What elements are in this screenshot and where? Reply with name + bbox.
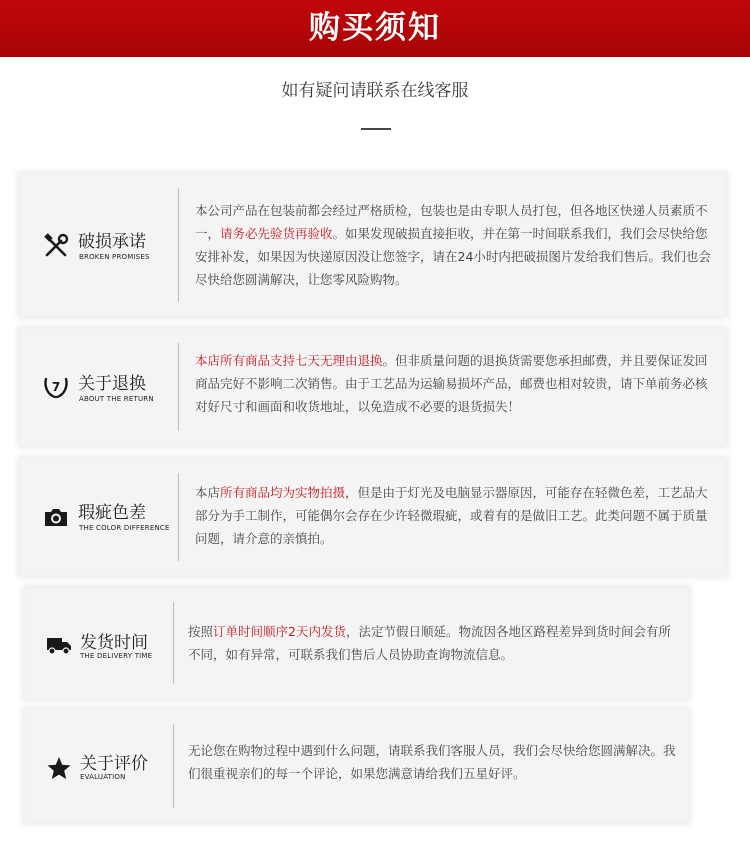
page-title: 购买须知: [309, 10, 441, 46]
section-body: [195, 349, 715, 418]
body-text: 无论您在购物过程中遇到什么问题，请联系我们客服人员，我们会尽快给您圆满解决。我们很重视亲们的每一个评论，如果您满意请给我们五星好评。: [188, 743, 676, 781]
section-body: [188, 620, 678, 666]
header-banner: [0, 0, 750, 57]
section-divider: [178, 343, 179, 431]
section-subtitle: EVALUATION: [80, 773, 126, 781]
return-icon: [42, 373, 70, 401]
section-subtitle: ABOUT THE RETURN: [79, 395, 154, 403]
section-title: 关于退换: [78, 374, 146, 394]
section-card-return: [20, 329, 726, 445]
section-card-evaluation: [25, 710, 688, 822]
section-card-color-difference: [20, 459, 726, 575]
section-title: 瑕疵色差: [78, 503, 146, 523]
section-title: 发货时间: [80, 633, 148, 653]
section-subtitle: BROKEN PROMISES: [79, 253, 150, 261]
body-text: 本店: [195, 485, 221, 500]
body-text: ，法定节假日顺延。物流因各地区路程差异到货时间会有所不同，如有异常，可联系我们售后人员协助查询物流信息。: [188, 624, 671, 662]
tools-icon: [42, 232, 70, 260]
section-divider: [173, 602, 174, 684]
body-text: ，但是由于灯光及电脑显示器原因，可能存在轻微色差，工艺品大部分为手工制作，可能偶尔会存在少许轻微瑕疵，或着有的是做旧工艺。此类问题不属于质量问题，请介意的亲慎拍。: [195, 485, 708, 546]
section-body: [195, 199, 715, 291]
section-title: 破损承诺: [78, 232, 146, 252]
body-text: 本公司产品在包装前都会经过严格质检，包装也是由专职人员打包，但各地区快递人员素质不一，: [195, 203, 708, 241]
title-divider: [361, 128, 391, 130]
body-highlight: 本店所有商品支持七天无理由退换: [195, 353, 383, 368]
body-highlight: 订单时间顺序2天内发货: [213, 624, 346, 639]
body-text: 按照: [188, 624, 214, 639]
body-text: 。但非质量问题的退换货需要您承担邮费，并且要保证发回商品完好不影响二次销售。由于工艺品为运输易损坏产品，邮费也相对较贵，请下单前务必核对好尺寸和画面和收货地址，以免造成不必要的退货损失！: [195, 353, 708, 414]
subtitle: 如有疑问请联系在线客服: [281, 81, 469, 101]
body-text: 。如果发现破损直接拒收，并在第一时间联系我们，我们会尽快给您安排补发，如果因为快递原因没让您签字，请在24小时内把破损图片发给我们售后。我们也会尽快给您圆满解决，让您零风险购物。: [195, 226, 711, 287]
body-highlight: 所有商品均为实物拍摄: [220, 485, 346, 500]
svg-text:7: 7: [51, 380, 61, 394]
section-divider: [173, 724, 174, 808]
section-card-broken-promises: [20, 174, 726, 316]
section-divider: [178, 188, 179, 302]
section-divider: [178, 473, 179, 561]
section-title: 关于评价: [80, 754, 148, 774]
section-subtitle: THE DELIVERY TIME: [80, 652, 153, 660]
star-icon: [45, 754, 73, 782]
section-body: [195, 481, 715, 550]
section-body: [188, 739, 678, 785]
section-card-delivery-time: [25, 588, 688, 698]
truck-icon: [45, 630, 73, 658]
section-subtitle: THE COLOR DIFFERENCE: [79, 524, 170, 532]
body-highlight: 请务必先验货再验收: [220, 226, 333, 241]
camera-icon: [42, 503, 70, 531]
